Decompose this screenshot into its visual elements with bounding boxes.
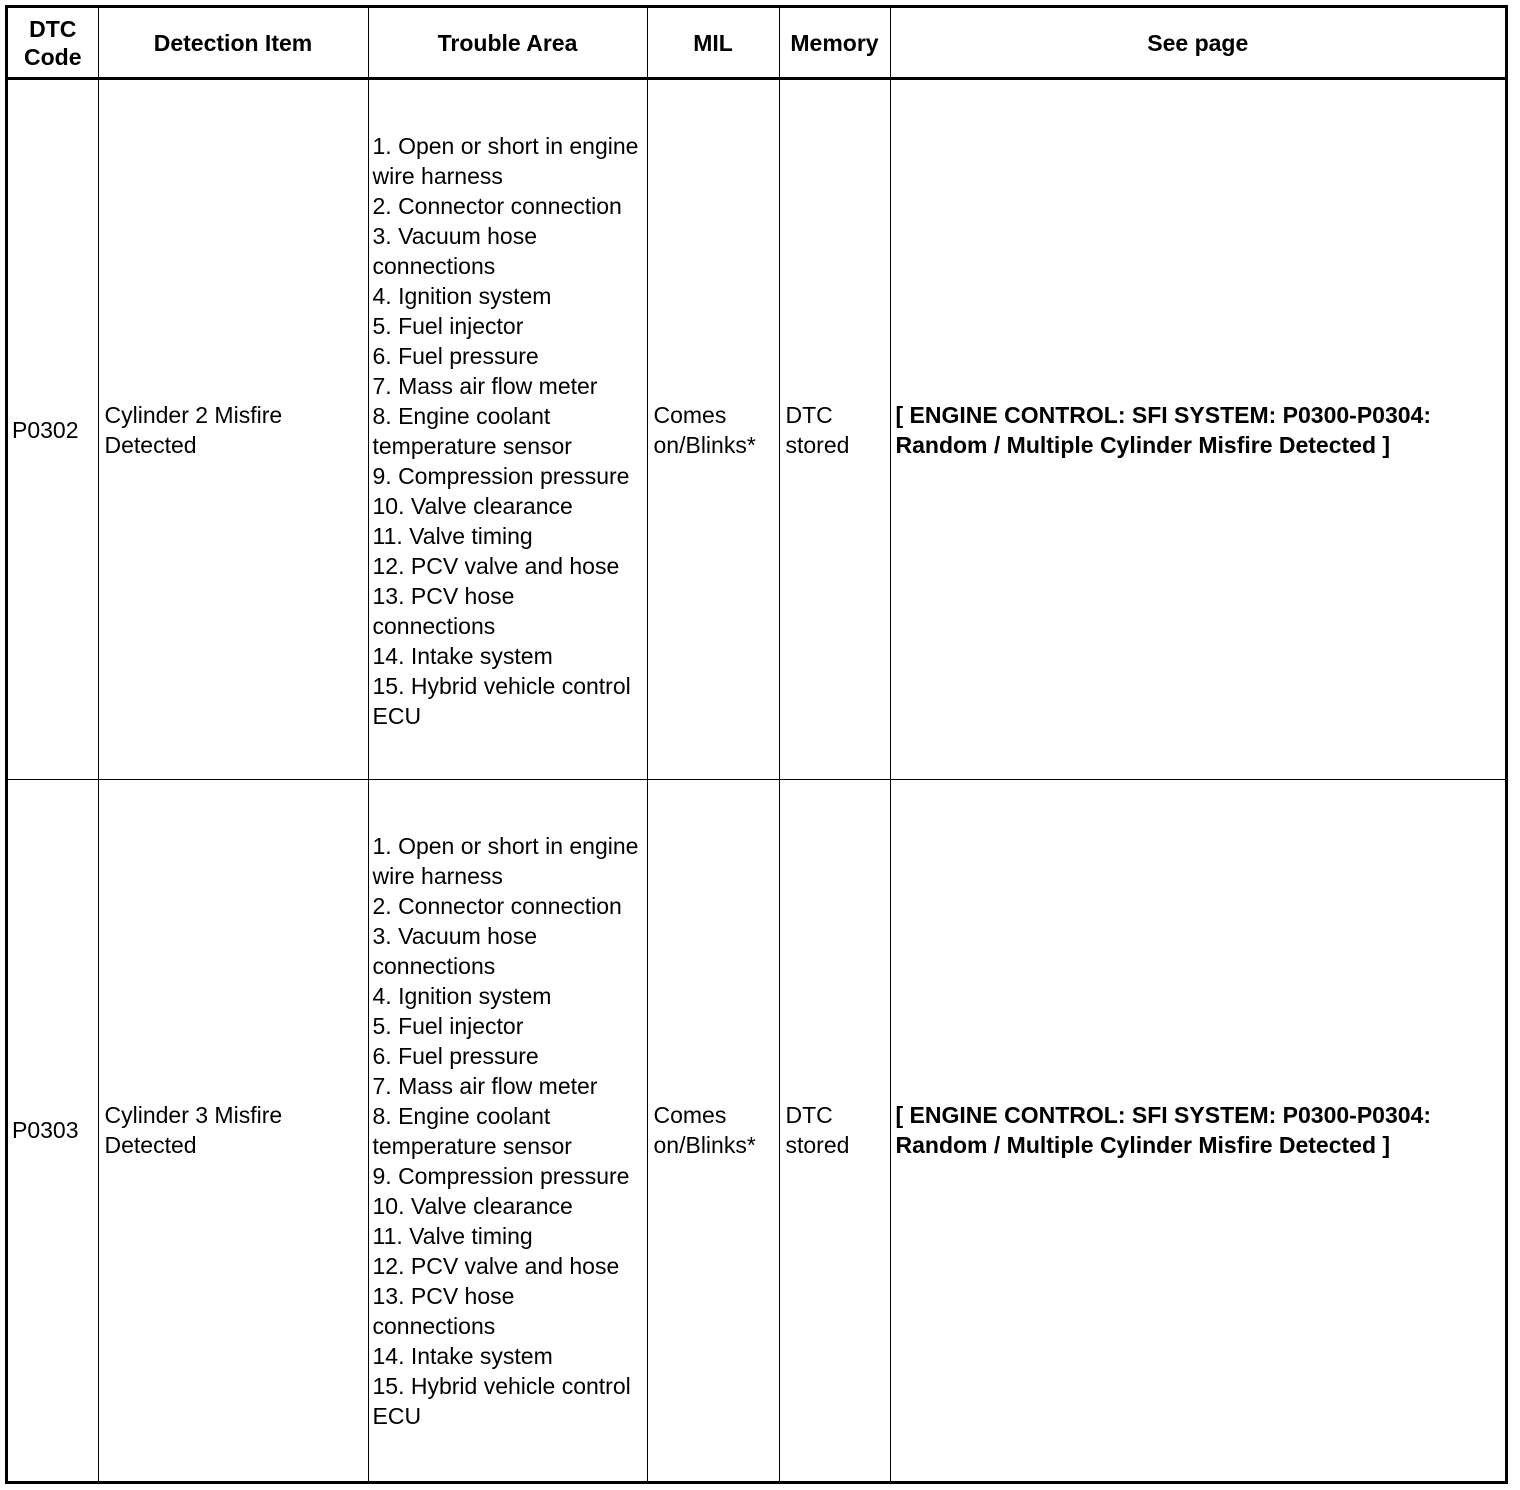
header-memory: Memory [779, 8, 890, 79]
trouble-area-item: 11. Valve timing [372, 522, 533, 549]
trouble-area-item: 3. Vacuum hose connections [372, 923, 538, 980]
mil-cell: Comes on/Blinks* [647, 780, 779, 1481]
trouble-area-cell [368, 79, 647, 780]
dtc-code-cell: P0303 [8, 780, 98, 1481]
mil-cell: Comes on/Blinks* [647, 79, 779, 780]
see-page-link[interactable]: [ ENGINE CONTROL: SFI SYSTEM: P0300-P0304: Random / Multiple Cylinder Misfire Detected ] [890, 79, 1505, 780]
header-detection-item: Detection Item [98, 8, 368, 79]
header-see-page: See page [890, 8, 1505, 79]
memory-cell: DTC stored [779, 79, 890, 780]
trouble-area-item: 14. Intake system [372, 1343, 553, 1370]
trouble-area-item: 1. Open or short in engine wire harness [372, 132, 639, 189]
table-row [8, 79, 1505, 780]
trouble-area-item: 8. Engine coolant temperature sensor [372, 1103, 572, 1160]
trouble-area-item: 4. Ignition system [372, 282, 552, 309]
header-dtc-code: DTC Code [8, 8, 98, 79]
trouble-area-item: 8. Engine coolant temperature sensor [372, 402, 572, 459]
trouble-area-item: 10. Valve clearance [372, 492, 573, 519]
trouble-area-item: 15. Hybrid vehicle control ECU [372, 672, 631, 729]
memory-cell: DTC stored [779, 780, 890, 1481]
table-row [8, 780, 1505, 1481]
trouble-area-item: 6. Fuel pressure [372, 1043, 539, 1070]
trouble-area-cell [368, 780, 647, 1481]
trouble-area-item: 10. Valve clearance [372, 1193, 573, 1220]
see-page-link[interactable]: [ ENGINE CONTROL: SFI SYSTEM: P0300-P0304: Random / Multiple Cylinder Misfire Detected ] [890, 780, 1505, 1481]
dtc-table [8, 8, 1505, 1481]
trouble-area-list [373, 831, 643, 1431]
trouble-area-item: 4. Ignition system [372, 983, 552, 1010]
trouble-area-item: 7. Mass air flow meter [372, 372, 598, 399]
trouble-area-item: 14. Intake system [372, 642, 553, 669]
trouble-area-item: 9. Compression pressure [372, 1163, 630, 1190]
trouble-area-item: 7. Mass air flow meter [372, 1073, 598, 1100]
trouble-area-item: 13. PCV hose connections [372, 582, 515, 639]
detection-item-cell: Cylinder 2 Misfire Detected [98, 79, 368, 780]
trouble-area-item: 5. Fuel injector [372, 312, 524, 339]
header-mil: MIL [647, 8, 779, 79]
trouble-area-item: 1. Open or short in engine wire harness [372, 833, 639, 890]
trouble-area-item: 5. Fuel injector [372, 1013, 524, 1040]
trouble-area-item: 11. Valve timing [372, 1223, 533, 1250]
trouble-area-item: 2. Connector connection [372, 192, 622, 219]
trouble-area-item: 9. Compression pressure [372, 462, 630, 489]
trouble-area-item: 6. Fuel pressure [372, 342, 539, 369]
header-row [8, 8, 1505, 79]
trouble-area-item: 12. PCV valve and hose [372, 552, 620, 579]
trouble-area-item: 3. Vacuum hose connections [372, 222, 538, 279]
trouble-area-list [373, 131, 643, 731]
trouble-area-item: 15. Hybrid vehicle control ECU [372, 1373, 631, 1430]
dtc-code-cell: P0302 [8, 79, 98, 780]
trouble-area-item: 2. Connector connection [372, 893, 622, 920]
header-trouble-area: Trouble Area [368, 8, 647, 79]
trouble-area-item: 12. PCV valve and hose [372, 1253, 620, 1280]
detection-item-cell: Cylinder 3 Misfire Detected [98, 780, 368, 1481]
trouble-area-item: 13. PCV hose connections [372, 1283, 515, 1340]
